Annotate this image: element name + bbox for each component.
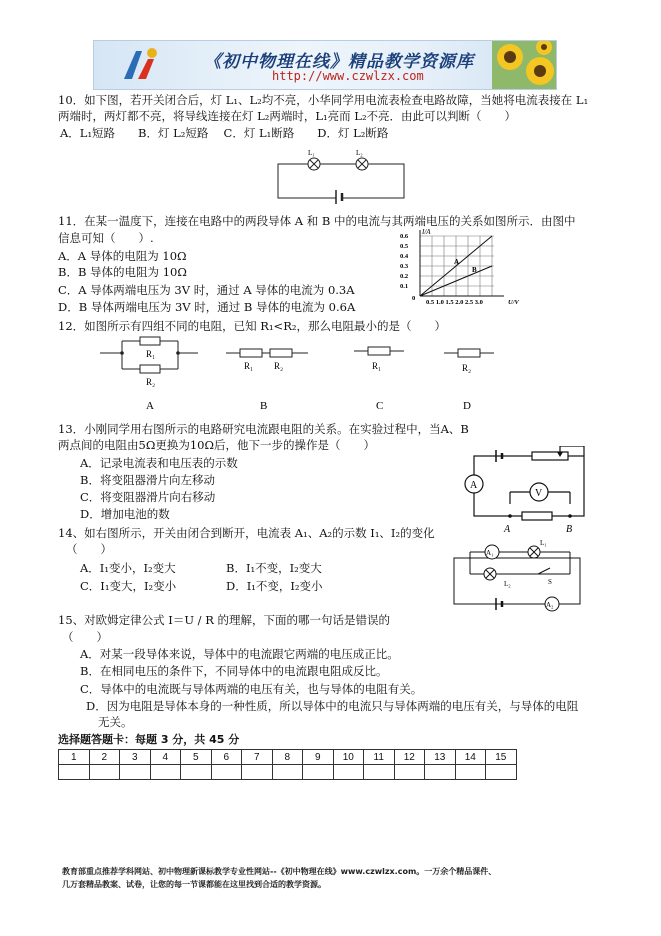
answer-number-cell: 6 [211, 750, 242, 765]
footer-line2: 几万套精品教案、试卷，让您的每一节课都能在这里找到合适的教学资源。 [62, 880, 326, 889]
q12-label-c: C [376, 400, 384, 412]
answer-card-title: 选择题答题卡：每题 3 分，共 45 分 [58, 733, 240, 746]
answer-number-cell: 14 [455, 750, 486, 765]
answer-input-cell[interactable] [242, 765, 273, 780]
q13-point-b: B [566, 524, 573, 535]
answer-input-cell[interactable] [425, 765, 456, 780]
answer-input-cell[interactable] [89, 765, 120, 780]
q11-ytick: 0.2 [400, 273, 409, 280]
q11-label-b: B [472, 266, 477, 274]
q11-line2: 信息可知（ ）. [58, 231, 154, 245]
q11-ytick: 0.6 [400, 233, 409, 240]
q10-l2-label: L₂ [356, 149, 363, 157]
answer-input-cell[interactable] [211, 765, 242, 780]
q13-option-b: B．将变阻器滑片向左移动 [80, 473, 215, 487]
q13-option-c: C．将变阻器滑片向右移动 [80, 490, 216, 504]
q13-line1: 13．小刚同学用右图所示的电路研究电流跟电阻的关系。在实验过程中，当A、B [58, 422, 469, 436]
q10-line2: 两端时，两灯都不亮，将导线连接在灯 L₂两端时，L₁亮而 L₂不亮．由此可以判断（ ） [58, 109, 517, 123]
q14-switch-label: S [548, 578, 552, 586]
q11-line1: 11．在某一温度下，连接在电路中的两段导体 A 和 B 中的电流与其两端电压的关系如图所示．由图中 [58, 214, 576, 228]
answer-input-cell[interactable] [150, 765, 181, 780]
answer-number-cell: 15 [486, 750, 517, 765]
q14-option-d: D．I₁不变，I₂变小 [226, 579, 323, 593]
q15-option-a: A．对某一段导体来说，导体中的电流跟它两端的电压成正比。 [80, 647, 399, 661]
q13-option-a: A．记录电流表和电压表的示数 [80, 456, 238, 470]
answer-input-cell[interactable] [59, 765, 90, 780]
q11-xticks: 0.5 1.0 1.5 2.0 2.5 3.0 [426, 299, 483, 306]
q11-ytick: 0.4 [400, 253, 409, 260]
banner-title: 《初中物理在线》精品教学资源库 [204, 52, 474, 72]
logo-icon [118, 45, 162, 85]
q13-ammeter: A [470, 480, 478, 491]
answer-input-cell[interactable] [394, 765, 425, 780]
q14-a2-label: A₂ [546, 601, 554, 609]
answer-number-cell: 7 [242, 750, 273, 765]
q10-circuit-diagram [270, 146, 410, 206]
answer-number-cell: 11 [364, 750, 395, 765]
answer-input-cell[interactable] [272, 765, 303, 780]
header-banner [93, 40, 557, 90]
q11-ytick: 0.5 [400, 243, 409, 250]
answer-input-row[interactable] [59, 765, 517, 780]
q12-b-r1: R₁ [244, 361, 254, 371]
q11-ylabel: I/A [422, 228, 431, 236]
q12-a-r2: R₂ [146, 377, 156, 387]
answer-input-cell[interactable] [364, 765, 395, 780]
q14-l2-label: L₂ [504, 580, 511, 588]
q15-line1: 15、对欧姆定律公式 I＝U / R 的理解，下面的哪一句话是错误的 [58, 613, 391, 627]
q13-circuit-diagram [460, 446, 590, 536]
answer-number-cell: 3 [120, 750, 151, 765]
q13-option-d: D．增加电池的数 [80, 507, 170, 521]
answer-input-cell[interactable] [181, 765, 212, 780]
q11-iu-graph [392, 228, 532, 306]
sunflower-icon [492, 41, 556, 89]
q11-option-a: A．A 导体的电阻为 10Ω [58, 249, 187, 263]
answer-number-cell: 1 [59, 750, 90, 765]
q14-option-b: B．I₁不变，I₂变大 [226, 561, 322, 575]
q15-option-c: C．导体中的电流既与导体两端的电压有关，也与导体的电阻有关。 [80, 682, 423, 696]
q11-option-c: C．A 导体两端电压为 3V 时，通过 A 导体的电流为 0.3A [58, 283, 355, 297]
q12-resistor-diagrams [100, 335, 510, 415]
answer-input-cell[interactable] [333, 765, 364, 780]
answer-number-row [59, 750, 517, 765]
q12-label-a: A [146, 400, 154, 412]
q14-a1-label: A₁ [486, 549, 494, 557]
q10-line1: 10．如下图，若开关闭合后，灯 L₁、L₂均不亮，小华同学用电流表检查电路故障，当她将电流表接在 L₁ [58, 93, 589, 107]
q14-line1: 14、如右图所示，开关由闭合到断开，电流表 A₁、A₂的示数 I₁、I₂的变化 [58, 526, 435, 540]
q13-voltmeter: V [535, 488, 543, 499]
q11-xlabel: U/V [508, 299, 519, 306]
answer-input-cell[interactable] [303, 765, 334, 780]
answer-number-cell: 2 [89, 750, 120, 765]
q11-option-d: D．B 导体两端电压为 3V 时，通过 B 导体的电流为 0.6A [58, 300, 356, 314]
q14-circuit-diagram [450, 540, 586, 612]
footer-line1: 教育部重点推荐学科网站、初中物理新课标教学专业性网站--《初中物理在线》www.czwlzx.com。一万余个精品课件、 [62, 867, 497, 876]
q11-origin: 0 [412, 295, 416, 302]
answer-input-cell[interactable] [486, 765, 517, 780]
q12-label-b: B [260, 400, 268, 412]
q14-line2: （ ） [66, 542, 112, 556]
q13-point-a: A [504, 524, 511, 535]
q15-option-b: B．在相同电压的条件下，不同导体中的电流跟电阻成反比。 [80, 664, 388, 678]
answer-card-table [58, 749, 517, 780]
q14-l1-label: L₁ [540, 540, 547, 547]
answer-number-cell: 5 [181, 750, 212, 765]
q11-ytick: 0.1 [400, 283, 409, 290]
q11-option-b: B．B 导体的电阻为 10Ω [58, 265, 187, 279]
q12-b-r2: R₂ [274, 361, 284, 371]
q15-line2: （ ） [62, 630, 108, 644]
banner-url[interactable]: http://www.czwlzx.com [272, 69, 424, 83]
answer-number-cell: 12 [394, 750, 425, 765]
answer-input-cell[interactable] [455, 765, 486, 780]
q12-label-d: D [463, 400, 471, 412]
answer-number-cell: 9 [303, 750, 334, 765]
q15-option-d-cont: 无关。 [98, 715, 133, 729]
q12-c-r1: R₁ [372, 361, 382, 371]
q14-option-a: A．I₁变小，I₂变大 [80, 561, 176, 575]
q13-line2: 两点间的电阻由5Ω更换为10Ω后，他下一步的操作是（ ） [58, 438, 376, 452]
q15-option-d: D．因为电阻是导体本身的一种性质，所以导体中的电流只与导体两端的电压有关，与导体的电阻 [86, 699, 579, 713]
q10-options: A．L₁短路 B．灯 L₂短路 C．灯 L₁断路 D．灯 L₂断路 [60, 126, 389, 140]
answer-number-cell: 4 [150, 750, 181, 765]
q11-ytick: 0.3 [400, 263, 409, 270]
q12-line1: 12．如图所示有四组不同的电阻，已知 R₁<R₂，那么电阻最小的是（ ） [58, 319, 446, 333]
q12-d-r2: R₂ [462, 363, 472, 373]
answer-number-cell: 13 [425, 750, 456, 765]
q10-l1-label: L₁ [308, 149, 315, 157]
answer-number-cell: 10 [333, 750, 364, 765]
answer-number-cell: 8 [272, 750, 303, 765]
q11-label-a: A [454, 258, 460, 266]
q12-a-r1: R₁ [146, 349, 156, 359]
q14-option-c: C．I₁变大，I₂变小 [80, 579, 177, 593]
answer-input-cell[interactable] [120, 765, 151, 780]
